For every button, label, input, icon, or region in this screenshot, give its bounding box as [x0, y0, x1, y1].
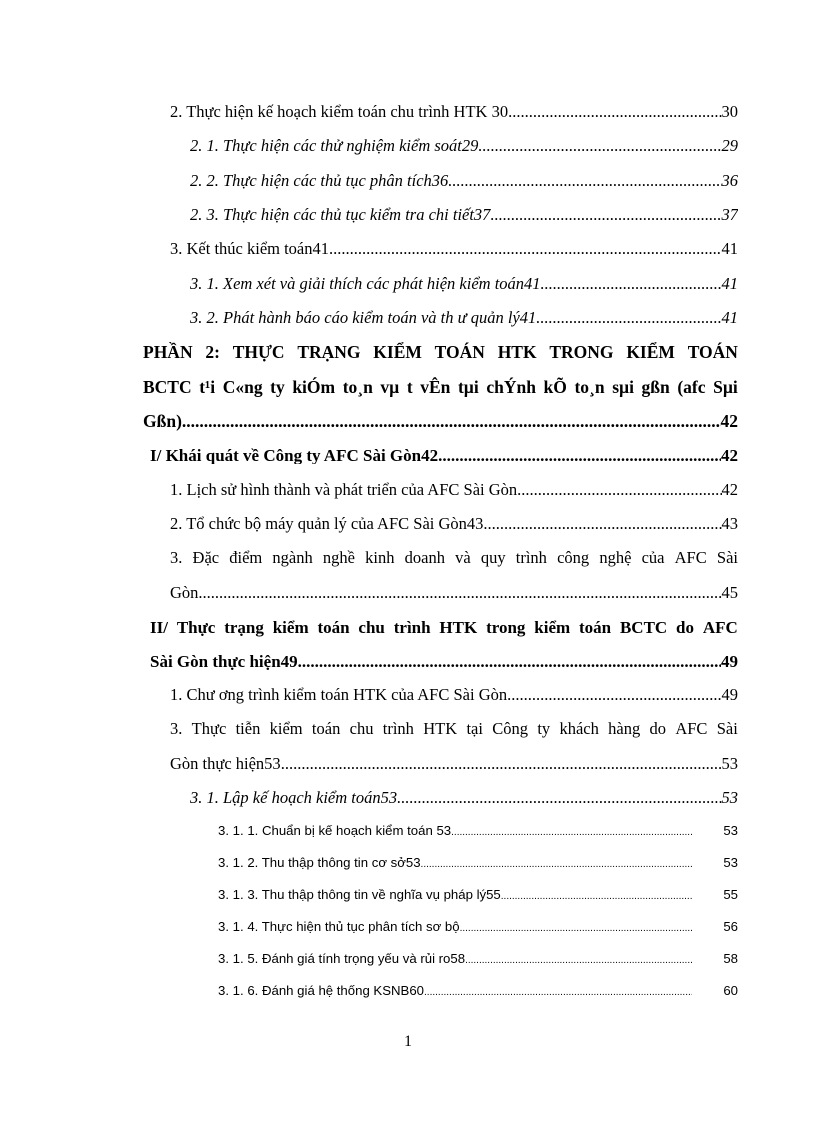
dot-leader	[507, 687, 721, 704]
toc-entry-title: 2. 2. Thực hiện các thủ tục phân tích36	[190, 173, 449, 190]
toc-entry-page: 37	[721, 207, 738, 224]
word: Thực	[176, 618, 216, 637]
toc-entry-title: 1. Lịch sử hình thành và phát triển của AFC Sài Gòn	[170, 482, 518, 499]
word: TRẠNG	[297, 342, 361, 362]
word: AFC	[675, 719, 708, 738]
word: ty	[537, 719, 551, 738]
toc-entry	[190, 310, 738, 327]
toc-entry	[190, 173, 738, 190]
toc-entry-title: 3. 1. 1. Chuẩn bị kế hoạch kiểm toán 53	[218, 824, 452, 838]
dot-leader	[460, 924, 692, 934]
word: toán	[579, 618, 612, 637]
word: do	[649, 719, 667, 738]
toc-entry-title: 2. Thực hiện kế hoạch kiểm toán chu trình HTK 30	[170, 104, 509, 121]
dot-leader	[536, 310, 721, 327]
word: kiÓm	[292, 377, 336, 397]
toc-entry-title: 3. 1. 4. Thực hiện thủ tục phân tích sơ bộ	[218, 920, 460, 934]
toc-entry	[170, 241, 738, 258]
toc-entry	[190, 138, 738, 155]
toc-entry	[218, 824, 738, 838]
part2-heading-line3	[143, 413, 738, 431]
toc-entry-page: 53	[723, 824, 738, 838]
part2-heading-line2	[143, 379, 738, 397]
word: Sài	[716, 548, 738, 567]
toc-entry-title: 1. Chư ơng trình kiểm toán HTK của AFC Sài Gòn	[170, 687, 508, 704]
dot-leader	[421, 860, 692, 870]
toc-entry-wrapped-line1	[170, 550, 738, 567]
toc-entry-page: 30	[721, 104, 738, 121]
word: HTK	[423, 719, 458, 738]
word: HTK	[497, 342, 537, 362]
toc-entry-wrapped-line2	[170, 756, 738, 773]
toc-entry-page: 41	[721, 310, 738, 327]
toc-entry	[218, 984, 738, 998]
word: TOÁN	[434, 342, 485, 362]
word: 2:	[205, 342, 220, 362]
dot-leader	[424, 988, 692, 998]
word: KIỂM	[626, 342, 675, 362]
toc-entry	[190, 790, 738, 807]
dot-leader	[198, 585, 721, 602]
word: nghề	[322, 548, 355, 567]
word: gßn	[641, 377, 670, 397]
toc-entry-title: 2. 1. Thực hiện các thử nghiệm kiểm soát29	[190, 138, 479, 155]
word: hàng	[608, 719, 641, 738]
toc-entry-page: 49	[721, 653, 738, 670]
dot-leader	[448, 173, 721, 190]
word: PHẦN	[143, 342, 193, 362]
dot-leader	[298, 653, 721, 670]
toc-entry-page: 55	[723, 888, 738, 902]
toc-entry-page: 56	[723, 920, 738, 934]
toc-entry-title: 2. 3. Thực hiện các thủ tục kiểm tra chi tiết37	[190, 207, 491, 224]
word: trong	[486, 618, 526, 637]
toc-entry-page: 53	[721, 790, 738, 807]
toc-entry	[218, 920, 738, 934]
toc-entry-page: 41	[721, 276, 738, 293]
dot-leader	[397, 790, 721, 807]
dot-leader	[478, 138, 721, 155]
word: HTK	[439, 618, 478, 637]
word: trình	[515, 548, 547, 567]
word: kÕ	[543, 377, 567, 397]
toc-entry	[170, 104, 738, 121]
toc-entry	[170, 482, 738, 499]
word: kiểm	[272, 618, 309, 637]
word: điểm	[229, 548, 263, 567]
word: AFC	[674, 548, 707, 567]
toc-entry-title: 2. Tổ chức bộ máy quản lý của AFC Sài Gòn43	[170, 516, 484, 533]
word: vÊn	[420, 377, 451, 397]
toc-entry-page: 53	[721, 756, 738, 773]
toc-entry	[218, 856, 738, 870]
word: KIỂM	[373, 342, 422, 362]
word: tại	[466, 719, 483, 738]
word: sµi	[612, 377, 634, 397]
word: t¹i	[199, 377, 216, 397]
word: trình	[382, 719, 414, 738]
toc-entry-title: Gßn)	[143, 413, 182, 431]
word: 3.	[170, 548, 183, 567]
part2-heading-line1	[143, 344, 738, 362]
word: chu	[349, 719, 374, 738]
toc-entry-wrapped-line1	[170, 721, 738, 738]
word: nghệ	[599, 548, 632, 567]
toc-section-heading-line1	[150, 619, 738, 636]
toc-entry-title: Gòn	[170, 585, 199, 602]
dot-leader	[517, 482, 721, 499]
word: vµ	[380, 377, 400, 397]
word: Sµi	[713, 377, 738, 397]
toc-entry-title: Gòn thực hiện53	[170, 756, 281, 773]
dot-leader	[541, 276, 722, 293]
word: trình	[393, 618, 431, 637]
word: chu	[358, 618, 385, 637]
toc-entry	[190, 207, 738, 224]
word: kiểm	[269, 719, 303, 738]
toc-entry	[190, 276, 738, 293]
word: TOÁN	[687, 342, 738, 362]
word: II/	[150, 618, 168, 637]
toc-entry-page: 29	[721, 138, 738, 155]
word: Thực	[191, 719, 227, 738]
toc-entry-page: 49	[721, 687, 738, 704]
toc-entry-title: 3. Kết thúc kiểm toán41	[170, 241, 330, 258]
toc-entry-title: I/ Khái quát về Công ty AFC Sài Gòn42	[150, 447, 439, 464]
word: ty	[270, 377, 285, 397]
word: C«ng	[222, 377, 263, 397]
page-number: 1	[404, 1033, 412, 1050]
word: 3.	[170, 719, 183, 738]
word: chÝnh	[486, 377, 536, 397]
word: Sài	[716, 719, 738, 738]
dot-leader	[501, 892, 692, 902]
word: kinh	[365, 548, 395, 567]
toc-entry	[170, 516, 738, 533]
word: to¸n	[574, 377, 605, 397]
dot-leader	[182, 413, 721, 431]
toc-entry-page: 53	[723, 856, 738, 870]
toc-entry-page: 45	[721, 585, 738, 602]
word: BCTC	[619, 618, 668, 637]
toc-entry-title: 3. 1. 6. Đánh giá hệ thống KSNB60	[218, 984, 425, 998]
word: và	[455, 548, 471, 567]
toc-entry-title: 3. 1. Xem xét và giải thích các phát hiện kiểm toán41	[190, 276, 541, 293]
toc-entry-page: 42	[721, 447, 738, 464]
toc-entry-title: 3. 1. 3. Thu thập thông tin về nghĩa vụ pháp lý55	[218, 888, 501, 902]
word: khách	[559, 719, 599, 738]
word: TRONG	[549, 342, 614, 362]
toc-entry-page: 42	[721, 482, 738, 499]
word: Công	[492, 719, 529, 738]
word: AFC	[702, 618, 738, 637]
dot-leader	[451, 828, 692, 838]
toc-entry-page: 60	[723, 984, 738, 998]
word: trạng	[224, 618, 264, 637]
word: do	[676, 618, 695, 637]
word: Đặc	[192, 548, 220, 567]
word: doanh	[404, 548, 445, 567]
dot-leader	[465, 956, 692, 966]
word: to¸n	[342, 377, 373, 397]
word: quy	[480, 548, 506, 567]
toc-entry-page: 43	[721, 516, 738, 533]
word: THỰC	[232, 342, 285, 362]
toc-entry	[170, 687, 738, 704]
toc-entry-title: 3. 1. Lập kế hoạch kiểm toán53	[190, 790, 398, 807]
word: (afc	[677, 377, 706, 397]
dot-leader	[483, 516, 721, 533]
dot-leader	[508, 104, 721, 121]
toc-entry-title: 3. 1. 2. Thu thập thông tin cơ sở53	[218, 856, 421, 870]
word: của	[641, 548, 665, 567]
word: BCTC	[143, 377, 192, 397]
word: tiễn	[235, 719, 261, 738]
toc-entry-wrapped-line2	[170, 585, 738, 602]
dot-leader	[281, 756, 722, 773]
word: toán	[311, 719, 341, 738]
word: toán	[317, 618, 350, 637]
toc-entry-page: 58	[723, 952, 738, 966]
dot-leader	[490, 207, 721, 224]
toc-entry-title: Sài Gòn thực hiện49	[150, 653, 298, 670]
word: kiểm	[534, 618, 571, 637]
word: ngành	[272, 548, 313, 567]
toc-entry	[218, 888, 738, 902]
word: công	[557, 548, 590, 567]
word: tµi	[457, 377, 479, 397]
dot-leader	[329, 241, 721, 258]
toc-section-heading	[150, 447, 738, 464]
toc-entry-page: 36	[721, 173, 738, 190]
toc-section-heading-line2	[150, 653, 738, 670]
dot-leader	[438, 447, 721, 464]
toc-entry	[218, 952, 738, 966]
toc-entry-title: 3. 2. Phát hành báo cáo kiểm toán và th ư quản lý41	[190, 310, 537, 327]
toc-entry-page: 41	[721, 241, 738, 258]
word: t	[406, 377, 413, 397]
toc-entry-page: 42	[720, 413, 738, 431]
toc-entry-title: 3. 1. 5. Đánh giá tính trọng yếu và rủi ro58	[218, 952, 466, 966]
